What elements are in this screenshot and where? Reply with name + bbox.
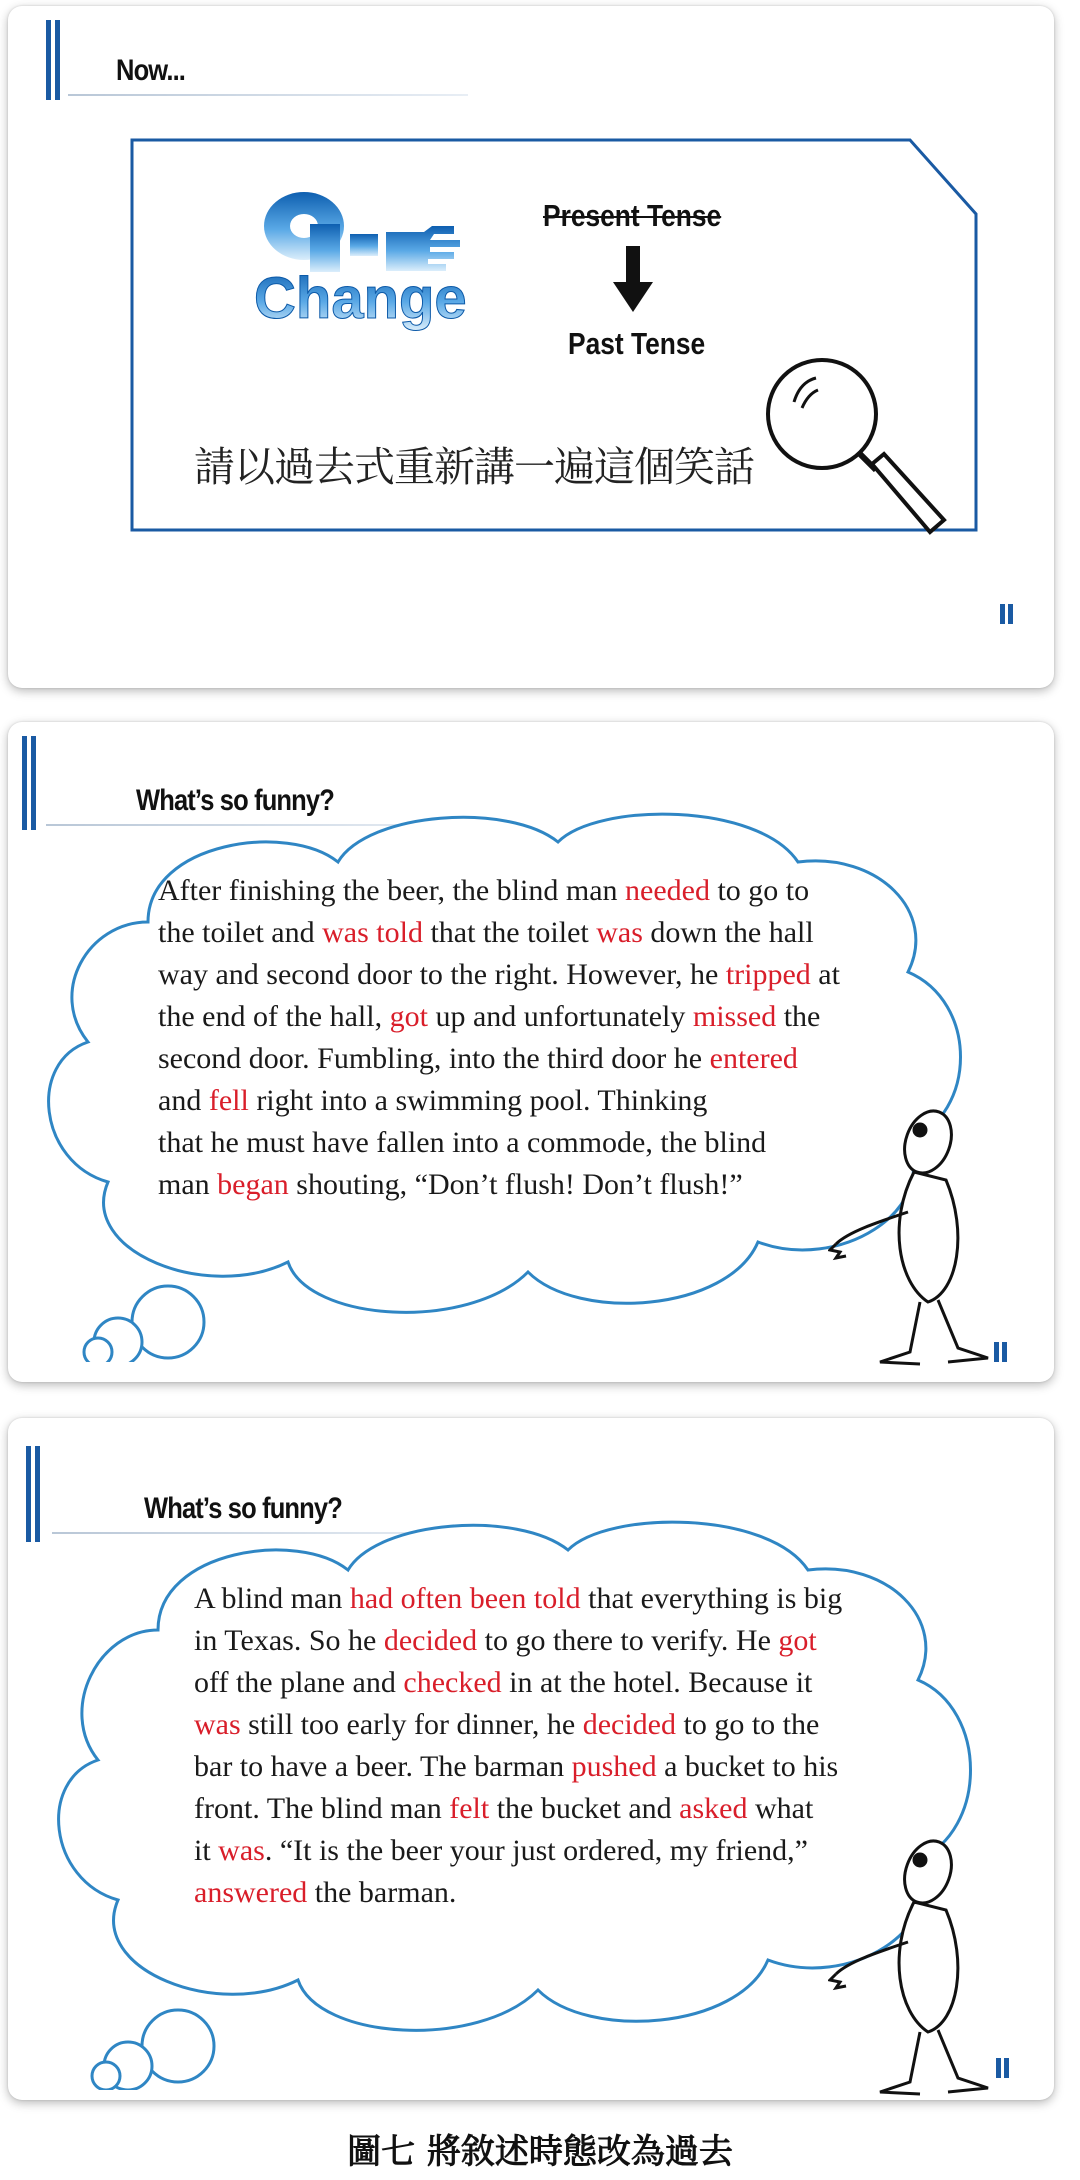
story-text	[194, 1578, 842, 1914]
highlighted-verb: was	[218, 1834, 265, 1867]
story-segment: right into a swimming pool. Thinking	[248, 1084, 708, 1117]
story-line	[194, 1746, 842, 1788]
present-tense-label: Present Tense	[543, 198, 722, 233]
highlighted-verb: got	[389, 1000, 428, 1033]
highlighted-verb: was	[596, 916, 643, 949]
story-line	[194, 1830, 842, 1872]
story-line	[158, 996, 840, 1038]
highlighted-verb: began	[217, 1168, 289, 1201]
highlighted-verb: missed	[692, 1000, 777, 1033]
story-segment: off the plane and	[194, 1666, 404, 1699]
story-segment: at	[810, 958, 840, 991]
story-segment: up and unfortunately	[427, 1000, 693, 1033]
story-segment: to go there to verify. He	[477, 1624, 779, 1657]
story-line	[194, 1620, 842, 1662]
story-line	[194, 1872, 842, 1914]
change-logo	[248, 182, 538, 332]
slide-1	[8, 6, 1054, 688]
story-segment: bar to have a beer. The barman	[194, 1750, 572, 1783]
slide-title: What’s so funny?	[136, 784, 334, 817]
story-segment: the bucket and	[489, 1792, 680, 1825]
past-tense-label: Past Tense	[568, 326, 706, 361]
slide-2	[8, 722, 1054, 1382]
title-accent-bars	[46, 20, 60, 100]
cartoon-figure-icon	[828, 1832, 1048, 2100]
slide-title: Now...	[116, 54, 186, 87]
highlighted-verb: was told	[322, 916, 423, 949]
highlighted-verb: needed	[625, 874, 710, 907]
story-segment: in Texas. So he	[194, 1624, 384, 1657]
story-text	[158, 870, 840, 1206]
story-segment: what	[747, 1792, 814, 1825]
story-segment: still too early for dinner, he	[240, 1708, 583, 1741]
story-line	[158, 870, 840, 912]
story-segment: the barman.	[307, 1876, 457, 1909]
hand-icon	[248, 182, 538, 332]
instruction-text: 請以過去式重新講一遍這個笑話	[194, 443, 754, 491]
page-mark	[996, 2058, 1010, 2078]
highlighted-verb: got	[778, 1624, 817, 1657]
story-segment: that everything is big	[580, 1582, 843, 1615]
story-segment: . “It is the beer your just ordered, my friend,”	[264, 1834, 808, 1867]
story-segment: in at the hotel. Because it	[501, 1666, 813, 1699]
story-segment: After finishing the beer, the blind man	[158, 874, 626, 907]
story-segment: to go to	[709, 874, 810, 907]
page-mark	[994, 1342, 1008, 1362]
page-mark	[1000, 604, 1014, 624]
highlighted-verb: felt	[449, 1792, 490, 1825]
down-arrow-icon	[613, 246, 653, 314]
highlighted-verb: checked	[403, 1666, 502, 1699]
story-segment: the	[776, 1000, 821, 1033]
story-segment: and	[158, 1084, 209, 1117]
story-segment: the end of the hall,	[158, 1000, 390, 1033]
highlighted-verb: asked	[679, 1792, 748, 1825]
story-line	[158, 1038, 840, 1080]
highlighted-verb: decided	[582, 1708, 676, 1741]
story-segment: shouting, “Don’t flush! Don’t flush!”	[288, 1168, 743, 1201]
magnifier-icon	[756, 352, 956, 542]
story-line	[158, 954, 840, 996]
story-segment: down the hall	[642, 916, 814, 949]
story-line	[194, 1788, 842, 1830]
svg-text:Change: Change	[254, 266, 467, 331]
story-segment: it	[194, 1834, 219, 1867]
highlighted-verb: tripped	[725, 958, 811, 991]
story-line	[194, 1662, 842, 1704]
story-line	[158, 1122, 840, 1164]
title-underline	[68, 94, 468, 96]
story-segment: way and second door to the right. However, he	[158, 958, 726, 991]
story-segment: a bucket to his	[656, 1750, 839, 1783]
story-segment: A blind man	[194, 1582, 350, 1615]
story-segment: to go to the	[675, 1708, 820, 1741]
story-line	[194, 1704, 842, 1746]
highlighted-verb: pushed	[571, 1750, 657, 1783]
highlighted-verb: was	[194, 1708, 241, 1741]
story-segment: that he must have fallen into a commode, the blind	[158, 1126, 767, 1159]
slide-title: What’s so funny?	[144, 1492, 342, 1525]
highlighted-verb: fell	[208, 1084, 249, 1117]
story-segment: the toilet and	[158, 916, 323, 949]
highlighted-verb: answered	[194, 1876, 308, 1909]
highlighted-verb: decided	[383, 1624, 478, 1657]
highlighted-verb: entered	[709, 1042, 798, 1075]
story-line	[158, 1164, 840, 1206]
figure-caption: 圖七 將敘述時態改為過去	[347, 2132, 733, 2172]
story-line	[158, 1080, 840, 1122]
highlighted-verb: had often been told	[349, 1582, 581, 1615]
cartoon-figure-icon	[828, 1102, 1048, 1372]
story-line	[194, 1578, 842, 1620]
story-segment: that the toilet	[422, 916, 597, 949]
title-accent-bars	[22, 736, 36, 830]
story-segment: man	[158, 1168, 218, 1201]
slide-3	[8, 1418, 1054, 2100]
story-segment: second door. Fumbling, into the third door he	[158, 1042, 710, 1075]
story-line	[158, 912, 840, 954]
story-segment: front. The blind man	[194, 1792, 450, 1825]
